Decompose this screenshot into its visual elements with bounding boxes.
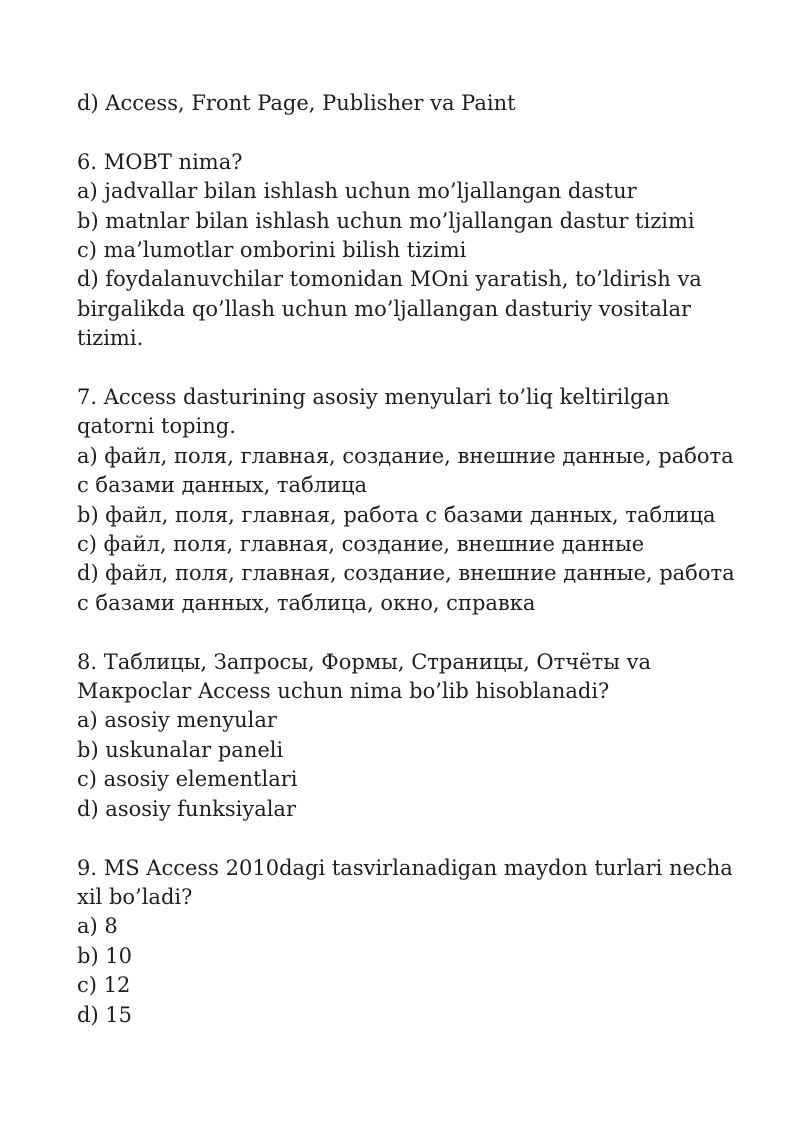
answer-option-d: d) asosiy funksiyalar — [77, 796, 296, 821]
answer-option-a: a) 8 — [77, 914, 118, 939]
question-text: 7. Access dasturining asosiy menyulari to’liq keltirilgan qatorni toping. — [77, 385, 677, 439]
document-page — [77, 89, 742, 1059]
question-text: 9. MS Access 2010dagi tasvirlanadigan maydon turlari necha xil bo’ladi? — [77, 855, 740, 909]
answer-option-b: b) uskunalar paneli — [77, 737, 284, 762]
question-text: 6. MOBT nima? — [77, 149, 243, 174]
answer-option-a: a) asosiy menyular — [77, 708, 277, 733]
question-7 — [77, 383, 742, 618]
question-text: 8. Таблицы, Запросы, Формы, Страницы, Отчёты va Макроclar Access uchun nima bo’lib hisoblanadi? — [77, 649, 658, 704]
answer-option-a: a) файл, поля, главная, создание, внешние данные, работа с базами данных, таблица — [77, 443, 741, 498]
answer-option-d: d) файл, поля, главная, создание, внешние данные, работа с базами данных, таблица, окно, справка — [77, 561, 742, 615]
answer-option-b: b) matnlar bilan ishlash uchun mo’ljallangan dastur tizimi — [77, 208, 695, 233]
question-9 — [77, 854, 740, 1030]
answer-option-b: b) 10 — [77, 943, 133, 968]
answer-option-c: c) 12 — [77, 973, 131, 998]
answer-option-d: d) 15 — [77, 1002, 133, 1027]
question-6 — [77, 148, 737, 354]
answer-option-a: a) jadvallar bilan ishlash uchun mo’ljallangan dastur — [77, 179, 637, 204]
answer-option-b: b) файл, поля, главная, работа с базами данных, таблица — [77, 502, 716, 527]
answer-option-c: c) asosiy elementlari — [77, 767, 298, 792]
answer-option-d: d) Access, Front Page, Publisher va Paint — [77, 91, 516, 115]
answer-option-c: c) ma’lumotlar omborini bilish tizimi — [77, 238, 467, 263]
question-5-continuation — [77, 89, 737, 118]
answer-option-c: c) файл, поля, главная, создание, внешние данные — [77, 532, 645, 557]
answer-option-d: d) foydalanuvchilar tomonidan MOni yaratish, to’ldirish va birgalikda qo’llash uchun mo’ljallangan dasturiy vositalar tizimi. — [77, 267, 709, 351]
question-8 — [77, 648, 737, 824]
